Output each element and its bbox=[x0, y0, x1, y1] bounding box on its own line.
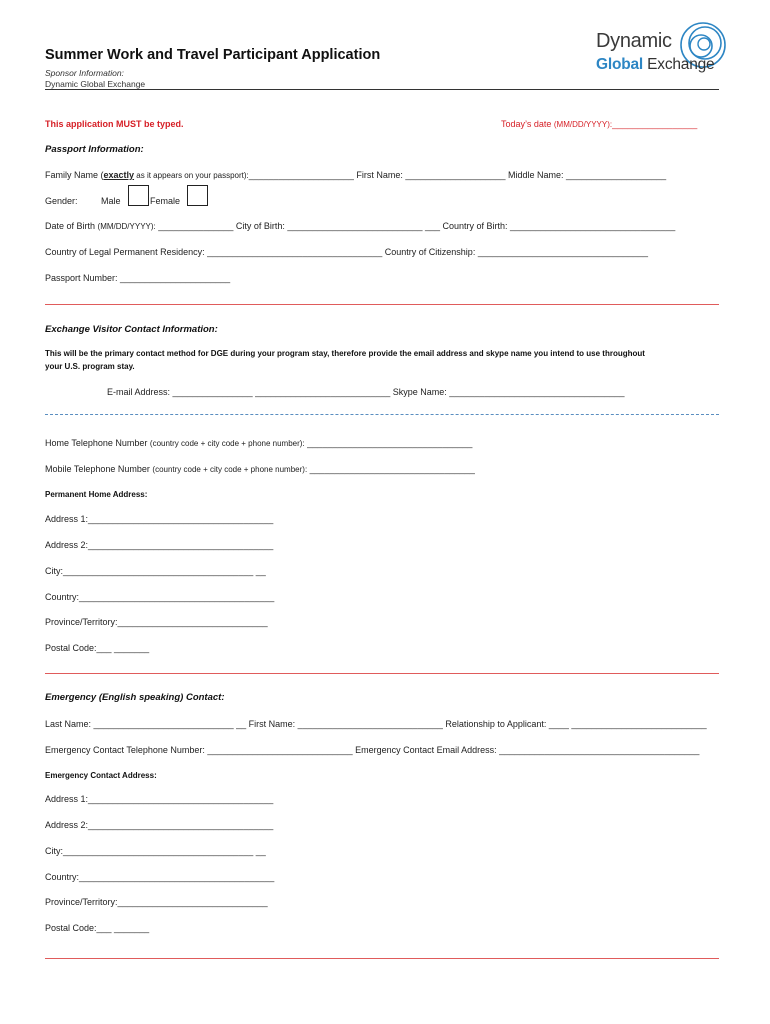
logo-text-dynamic: Dynamic bbox=[596, 30, 672, 52]
family-name-exactly: exactly bbox=[103, 170, 135, 180]
passport-number-field[interactable]: Passport Number: ______________________ bbox=[45, 273, 231, 283]
section-divider bbox=[45, 304, 719, 305]
emergency-city-field[interactable]: City:______________________________________ __ bbox=[45, 846, 266, 856]
emergency-address2-field[interactable]: Address 2:_____________________________________ bbox=[45, 820, 274, 830]
dashed-divider bbox=[45, 414, 719, 415]
email-skype-row[interactable]: E-mail Address: ________________ ___________________________ Skype Name: ___________________________________ bbox=[107, 387, 625, 397]
home-phone-hint: (country code + city code + phone number): bbox=[149, 439, 305, 448]
male-label: Male bbox=[101, 196, 121, 206]
contact-note-line1: This will be the primary contact method for DGE during your program stay, therefore provide the email address and skype name you intend to use throughout bbox=[45, 349, 645, 358]
emergency-names-row[interactable]: Last Name: ____________________________ __ First Name: _____________________________ Relationship to Applicant: ____ ___________________________ bbox=[45, 719, 707, 729]
date-label: Today’s date bbox=[501, 119, 552, 129]
sponsor-label: Sponsor Information: bbox=[45, 68, 124, 78]
emergency-address-heading: Emergency Contact Address: bbox=[45, 771, 157, 780]
home-postal-field[interactable]: Postal Code:___ _______ bbox=[45, 643, 150, 653]
logo-text-exchange: Exchange bbox=[643, 56, 715, 73]
logo-text-global-word: Global bbox=[596, 56, 644, 73]
home-province-field[interactable]: Province/Territory:______________________________ bbox=[45, 617, 268, 627]
permanent-address-heading: Permanent Home Address: bbox=[45, 490, 148, 499]
residency-row[interactable]: Country of Legal Permanent Residency: ___________________________________ Country of Citizenship: __________________________________ bbox=[45, 247, 648, 257]
emergency-address1-field[interactable]: Address 1:_____________________________________ bbox=[45, 794, 274, 804]
dob-format: (MM/DD/YYYY): bbox=[97, 222, 156, 231]
home-city-field[interactable]: City:______________________________________ __ bbox=[45, 566, 266, 576]
sponsor-line bbox=[45, 79, 719, 90]
birth-fields: _______________ City of Birth: ___________________________ ___ Country of Birth: _________________________________ bbox=[155, 221, 676, 231]
home-address1-field[interactable]: Address 1:_____________________________________ bbox=[45, 514, 274, 524]
middle-name-field: Middle Name: ____________________ bbox=[505, 170, 667, 180]
family-name-label-b: as it appears on your passport): bbox=[134, 171, 249, 180]
mobile-phone-hint: (country code + city code + phone number): bbox=[152, 465, 308, 474]
contact-note-line2: your U.S. program stay. bbox=[45, 362, 135, 371]
emergency-heading: Emergency (English speaking) Contact: bbox=[45, 692, 225, 703]
form-title: Summer Work and Travel Participant Application bbox=[45, 47, 381, 63]
female-checkbox[interactable] bbox=[187, 185, 208, 206]
home-phone-blank: _________________________________ bbox=[304, 438, 473, 448]
dob-label: Date of Birth bbox=[45, 221, 98, 231]
mobile-phone-field[interactable] bbox=[45, 464, 475, 474]
section-divider bbox=[45, 958, 719, 959]
logo-text-global bbox=[596, 56, 714, 74]
male-checkbox[interactable] bbox=[128, 185, 149, 206]
section-divider bbox=[45, 673, 719, 674]
date-blank: _________________ bbox=[612, 119, 698, 129]
todays-date-field[interactable] bbox=[501, 119, 697, 129]
mobile-phone-label: Mobile Telephone Number bbox=[45, 464, 153, 474]
emergency-postal-field[interactable]: Postal Code:___ _______ bbox=[45, 923, 150, 933]
contact-heading: Exchange Visitor Contact Information: bbox=[45, 324, 218, 335]
home-address2-field[interactable]: Address 2:_____________________________________ bbox=[45, 540, 274, 550]
family-name-row[interactable] bbox=[45, 170, 666, 180]
home-phone-label: Home Telephone Number bbox=[45, 438, 150, 448]
first-name-field: First Name: ____________________ bbox=[353, 170, 506, 180]
family-name-label-a: Family Name ( bbox=[45, 170, 104, 180]
family-name-blank: _____________________ bbox=[248, 170, 354, 180]
home-country-field[interactable]: Country:_______________________________________ bbox=[45, 592, 275, 602]
emergency-phone-email-row[interactable]: Emergency Contact Telephone Number: _____________________________ Emergency Contact Email Address: ________________________________________ bbox=[45, 745, 700, 755]
sponsor-value: Dynamic Global Exchange bbox=[45, 79, 146, 89]
date-format: (MM/DD/YYYY): bbox=[553, 120, 613, 129]
gender-label: Gender: bbox=[45, 196, 78, 206]
home-phone-field[interactable] bbox=[45, 438, 472, 448]
mobile-phone-blank: _________________________________ bbox=[307, 464, 475, 474]
dge-logo bbox=[594, 16, 730, 80]
emergency-province-field[interactable]: Province/Territory:______________________________ bbox=[45, 897, 268, 907]
passport-heading: Passport Information: bbox=[45, 144, 144, 155]
emergency-country-field[interactable]: Country:_______________________________________ bbox=[45, 872, 275, 882]
birth-row[interactable] bbox=[45, 221, 675, 231]
female-label: Female bbox=[150, 196, 181, 206]
must-type-notice: This application MUST be typed. bbox=[45, 119, 184, 129]
